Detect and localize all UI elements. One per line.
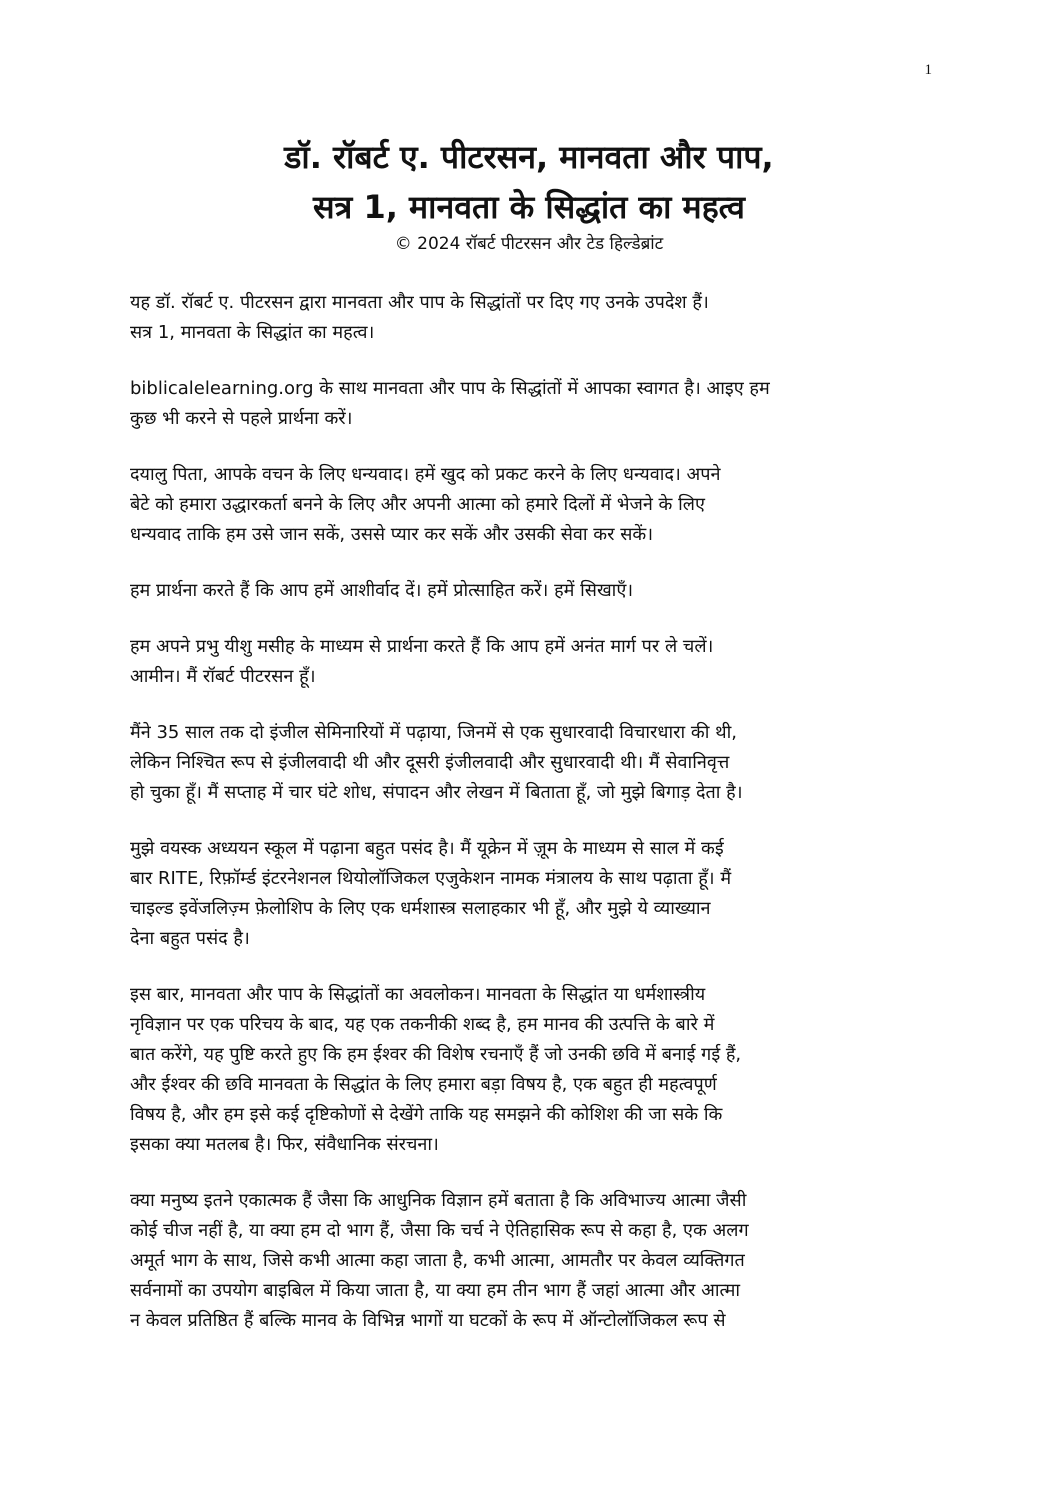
paragraph-line: biblicalelearning.org के साथ मानवता और पाप के सिद्धांतों में आपका स्वागत है। आइए हम: [130, 378, 770, 399]
copyright-notice: © 2024 रॉबर्ट पीटरसन और टेड हिल्डेब्रांट: [394, 234, 664, 254]
paragraph-line: लेकिन निश्चित रूप से इंजीलवादी थी और दूसरी इंजीलवादी और सुधारवादी थी। मैं सेवानिवृत्त: [130, 752, 730, 773]
paragraph: [130, 1186, 930, 1336]
paragraph: [130, 576, 930, 606]
paragraph-line: इस बार, मानवता और पाप के सिद्धांतों का अवलोकन। मानवता के सिद्धांत या धर्मशास्त्रीय: [130, 984, 706, 1005]
paragraph: [130, 374, 930, 434]
paragraph: [130, 980, 930, 1160]
title-block: [110, 132, 948, 258]
paragraph-line: क्या मनुष्य इतने एकात्मक हैं जैसा कि आधुनिक विज्ञान हमें बताता है कि अविभाज्य आत्मा जैसी: [130, 1190, 747, 1211]
page-title-line-1: डॉ. रॉबर्ट ए. पीटरसन, मानवता और पाप,: [284, 138, 774, 176]
paragraph: [130, 460, 930, 550]
paragraph-line: मैंने 35 साल तक दो इंजील सेमिनारियों में पढ़ाया, जिनमें से एक सुधारवादी विचारधारा की थी,: [130, 722, 737, 743]
paragraph-line: बेटे को हमारा उद्धारकर्ता बनने के लिए और अपनी आत्मा को हमारे दिलों में भेजने के लिए: [130, 494, 705, 515]
document-body: [130, 288, 930, 1362]
paragraph: [130, 632, 930, 692]
paragraph-line: अमूर्त भाग के साथ, जिसे कभी आत्मा कहा जाता है, कभी आत्मा, आमतौर पर केवल व्यक्तिगत: [130, 1250, 745, 1271]
paragraph-line: और ईश्वर की छवि मानवता के सिद्धांत के लिए हमारा बड़ा विषय है, एक बहुत ही महत्वपूर्ण: [130, 1074, 717, 1095]
paragraph-line: धन्यवाद ताकि हम उसे जान सकें, उससे प्यार कर सकें और उसकी सेवा कर सकें।: [130, 524, 654, 545]
paragraph-line: हम अपने प्रभु यीशु मसीह के माध्यम से प्रार्थना करते हैं कि आप हमें अनंत मार्ग पर ले चलें।: [130, 636, 714, 657]
paragraph: [130, 718, 930, 808]
paragraph-line: न केवल प्रतिष्ठित हैं बल्कि मानव के विभिन्न भागों या घटकों के रूप में ऑन्टोलॉजिकल रूप से: [130, 1310, 726, 1331]
paragraph-line: नृविज्ञान पर एक परिचय के बाद, यह एक तकनीकी शब्द है, हम मानव की उत्पत्ति के बारे में: [130, 1014, 715, 1035]
page-number: 1: [924, 62, 932, 78]
paragraph-line: चाइल्ड इवेंजलिज़्म फ़ेलोशिप के लिए एक धर्मशास्त्र सलाहकार भी हूँ, और मुझे ये व्याख्यान: [130, 898, 711, 919]
paragraph-line: सर्वनामों का उपयोग बाइबिल में किया जाता है, या क्या हम तीन भाग हैं जहां आत्मा और आत्मा: [130, 1280, 741, 1301]
paragraph-line: मुझे वयस्क अध्ययन स्कूल में पढ़ाना बहुत पसंद है। मैं यूक्रेन में ज़ूम के माध्यम से साल में कई: [130, 838, 724, 859]
paragraph-line: इसका क्या मतलब है। फिर, संवैधानिक संरचना।: [130, 1134, 439, 1155]
paragraph: [130, 834, 930, 954]
paragraph-line: कुछ भी करने से पहले प्रार्थना करें।: [130, 408, 353, 429]
paragraph-line: यह डॉ. रॉबर्ट ए. पीटरसन द्वारा मानवता और पाप के सिद्धांतों पर दिए गए उनके उपदेश हैं।: [130, 292, 709, 313]
paragraph-line: देना बहुत पसंद है।: [130, 928, 250, 949]
paragraph-line: आमीन। मैं रॉबर्ट पीटरसन हूँ।: [130, 666, 316, 687]
paragraph-line: विषय है, और हम इसे कई दृष्टिकोणों से देखेंगे ताकि यह समझने की कोशिश की जा सके कि: [130, 1104, 723, 1125]
page-title-line-2: सत्र 1, मानवता के सिद्धांत का महत्व: [313, 188, 745, 226]
paragraph-line: दयालु पिता, आपके वचन के लिए धन्यवाद। हमें खुद को प्रकट करने के लिए धन्यवाद। अपने: [130, 464, 721, 485]
paragraph-line: हम प्रार्थना करते हैं कि आप हमें आशीर्वाद दें। हमें प्रोत्साहित करें। हमें सिखाएँ।: [130, 580, 634, 601]
paragraph-line: कोई चीज नहीं है, या क्या हम दो भाग हैं, जैसा कि चर्च ने ऐतिहासिक रूप से कहा है, एक अलग: [130, 1220, 749, 1241]
paragraph-line: बात करेंगे, यह पुष्टि करते हुए कि हम ईश्वर की विशेष रचनाएँ हैं जो उनकी छवि में बनाई गई हैं,: [130, 1044, 742, 1065]
paragraph-line: बार RITE, रिफ़ॉर्म्ड इंटरनेशनल थियोलॉजिकल एजुकेशन नामक मंत्रालय के साथ पढ़ाता हूँ। मैं: [130, 868, 732, 889]
paragraph-line: सत्र 1, मानवता के सिद्धांत का महत्व।: [130, 322, 375, 343]
paragraph: [130, 288, 930, 348]
paragraph-line: हो चुका हूँ। मैं सप्ताह में चार घंटे शोध, संपादन और लेखन में बिताता हूँ, जो मुझे बिगाड़ देता है।: [130, 782, 743, 803]
